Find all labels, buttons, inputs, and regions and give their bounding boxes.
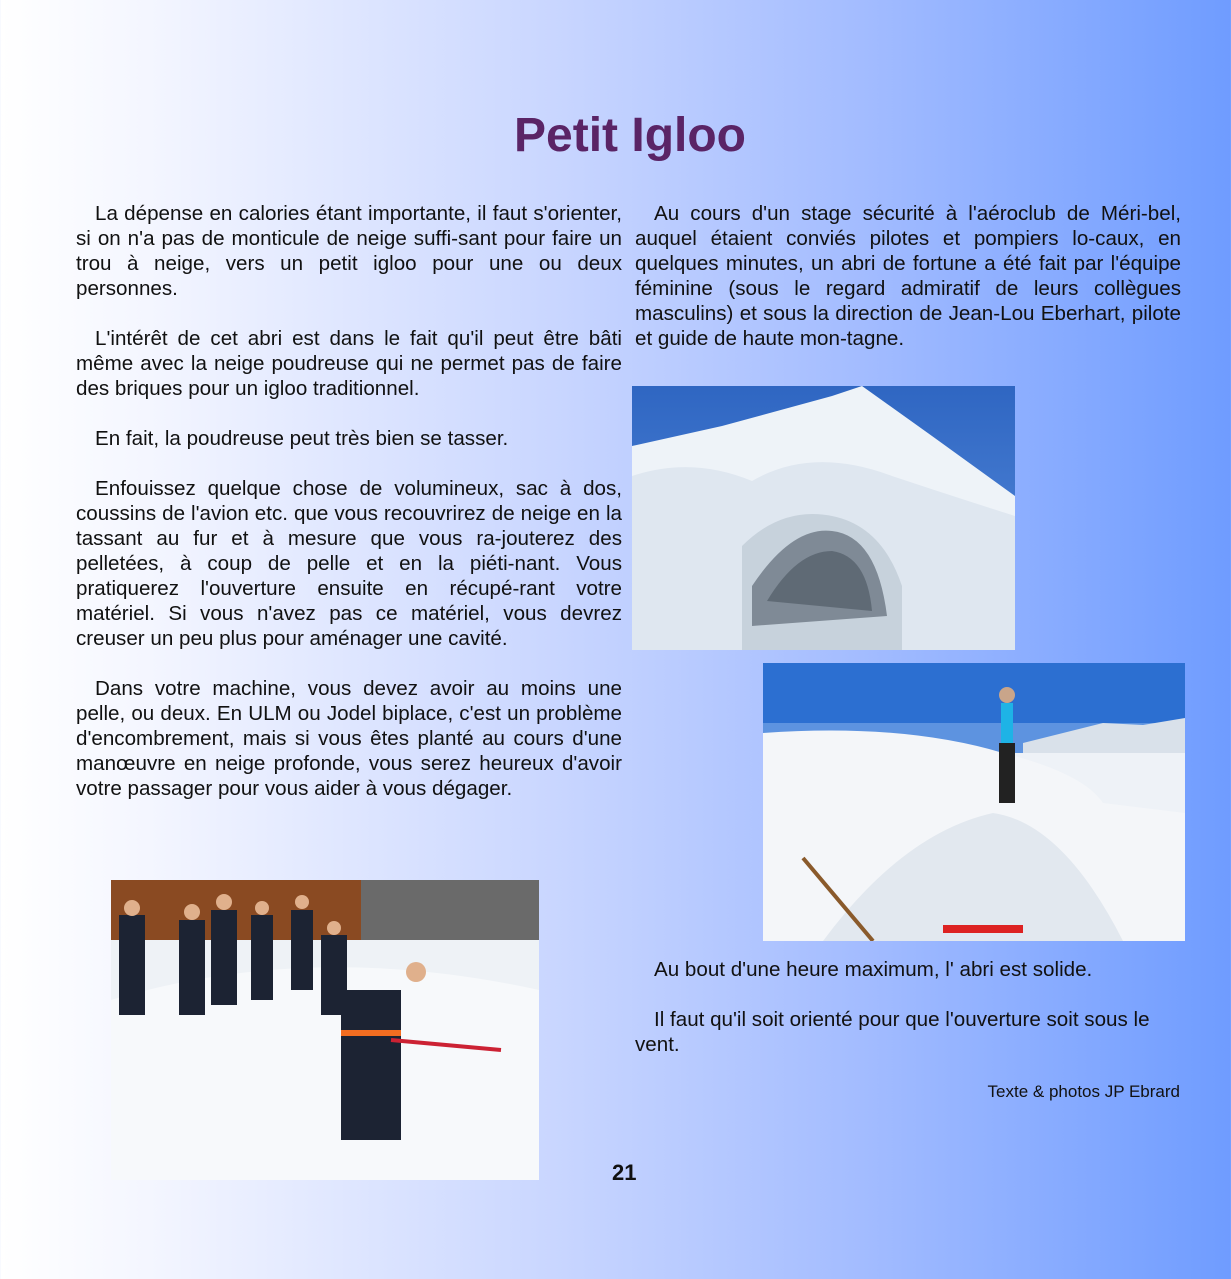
paragraph: En fait, la poudreuse peut très bien se tasser. — [95, 427, 509, 450]
right-column — [635, 201, 1181, 376]
paragraph: Il faut qu'il soit orienté pour que l'ouverture soit sous le vent. — [635, 1008, 1150, 1056]
page-title: Petit Igloo — [514, 109, 746, 162]
paragraph: Au cours d'un stage sécurité à l'aéroclub de Méri-bel, auquel étaient conviés pilotes et pompiers lo-caux, en quelques minutes, un abri de fortune a été fait par l'équipe féminine (sous le regard admiratif de leurs collègues masculins) et sous la direction de Jean-Lou Eberhart, pilote et guide de haute mon-tagne. — [635, 202, 1181, 350]
paragraph: La dépense en calories étant importante, il faut s'orienter, si on n'a pas de monticule de neige suffi-sant pour faire un trou à neige, vers un petit igloo pour une ou deux personnes. — [76, 202, 622, 300]
paragraph: L'intérêt de cet abri est dans le fait qu'il peut être bâti même avec la neige poudreuse qui ne permet pas de faire des briques pour un igloo traditionnel. — [76, 327, 622, 400]
closing-text — [635, 957, 1181, 1082]
paragraph: Enfouissez quelque chose de volumineux, sac à dos, coussins de l'avion etc. que vous recouvrirez de neige en la tassant au fur et à mesure que vous ra-jouterez des pelletées, à coup de pelle et en la piéti-nant. Vous pratiquerez l'ouverture ensuite en récupé-rant votre matériel. Si vous n'avez pas ce matériel, vous devrez creuser un peu plus pour aménager une cavité. — [76, 477, 622, 650]
igloo-photo — [632, 386, 1015, 650]
group-digging-photo — [111, 880, 539, 1180]
left-column — [76, 201, 622, 826]
paragraph: Au bout d'une heure maximum, l' abri est solide. — [654, 958, 1093, 981]
page-number: 21 — [612, 1160, 637, 1185]
man-on-igloo-photo — [763, 663, 1185, 941]
paragraph: Dans votre machine, vous devez avoir au moins une pelle, ou deux. En ULM ou Jodel biplace, c'est un problème d'encombrement, mais si vous êtes planté au cours d'une manœuvre en neige profonde, vous serez heureux d'avoir votre passager pour vous aider à vous dégager. — [76, 677, 622, 800]
photo-credit: Texte & photos JP Ebrard — [987, 1082, 1180, 1101]
